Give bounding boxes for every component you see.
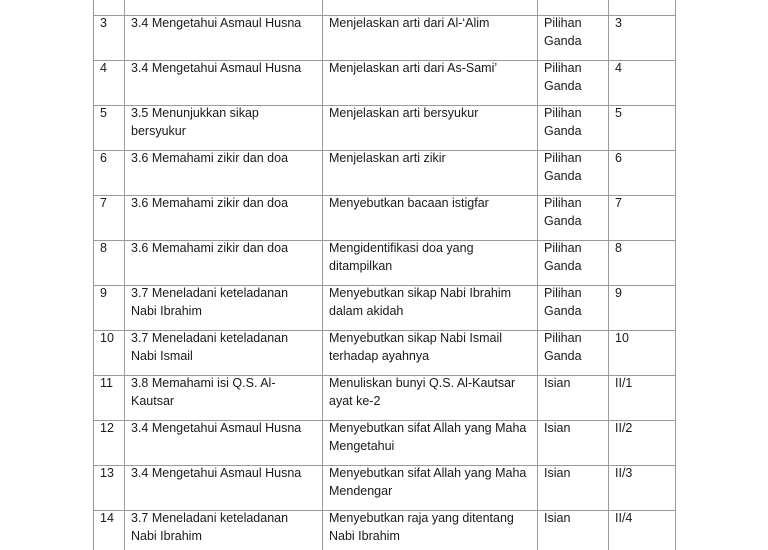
table-row — [94, 16, 676, 61]
table-cell — [125, 0, 323, 16]
cell-no — [94, 286, 125, 331]
cell-indikator — [323, 106, 538, 151]
cell-text: 3.7 Meneladani keteladanan Nabi Ismail — [131, 331, 289, 363]
cell-text: 3.8 Memahami isi Q.S. Al-Kautsar — [131, 376, 276, 408]
cell-no — [94, 331, 125, 376]
table-row — [94, 106, 676, 151]
cell-bentuk-soal — [538, 16, 609, 61]
cell-text: 6 — [100, 151, 107, 165]
cell-bentuk-soal — [538, 286, 609, 331]
cell-text: Menyebutkan sifat Allah yang Maha Mengetahui — [329, 421, 527, 453]
cell-indikator — [323, 466, 538, 511]
table-row — [94, 511, 676, 550]
cell-text: 11 — [100, 376, 113, 390]
table-row — [94, 196, 676, 241]
cell-text: Menjelaskan arti bersyukur — [329, 106, 479, 120]
cell-indikator — [323, 286, 538, 331]
cell-text: 3.7 Meneladani keteladanan Nabi Ibrahim — [131, 286, 289, 318]
cell-nomor-soal — [609, 61, 676, 106]
cell-bentuk-soal — [538, 511, 609, 550]
cell-indikator — [323, 151, 538, 196]
cell-text: 3.4 Mengetahui Asmaul Husna — [131, 421, 302, 435]
table-row-partial — [94, 0, 676, 16]
cell-text: Menyebutkan sikap Nabi Ibrahim dalam akidah — [329, 286, 512, 318]
cell-bentuk-soal — [538, 241, 609, 286]
cell-no — [94, 376, 125, 421]
table-cell — [538, 0, 609, 16]
cell-kompetensi-dasar — [125, 331, 323, 376]
cell-no — [94, 151, 125, 196]
table-row — [94, 61, 676, 106]
cell-text: 12 — [100, 421, 114, 435]
cell-text: Menuliskan bunyi Q.S. Al-Kautsar ayat ke-2 — [329, 376, 516, 408]
cell-text: 7 — [615, 196, 622, 210]
cell-kompetensi-dasar — [125, 286, 323, 331]
cell-kompetensi-dasar — [125, 241, 323, 286]
cell-no — [94, 196, 125, 241]
cell-text: 7 — [100, 196, 107, 210]
cell-text: Pilihan Ganda — [544, 106, 582, 138]
cell-bentuk-soal — [538, 106, 609, 151]
cell-text: Pilihan Ganda — [544, 241, 582, 273]
cell-text: 9 — [615, 286, 622, 300]
cell-text: 3.4 Mengetahui Asmaul Husna — [131, 466, 302, 480]
cell-text: Pilihan Ganda — [544, 151, 582, 183]
cell-nomor-soal — [609, 241, 676, 286]
cell-text: 8 — [615, 241, 622, 255]
cell-nomor-soal — [609, 511, 676, 550]
cell-text: 3 — [615, 16, 622, 30]
cell-bentuk-soal — [538, 466, 609, 511]
cell-indikator — [323, 331, 538, 376]
cell-text: 9 — [100, 286, 107, 300]
cell-nomor-soal — [609, 196, 676, 241]
cell-text: 3.6 Memahami zikir dan doa — [131, 241, 289, 255]
cell-kompetensi-dasar — [125, 376, 323, 421]
cell-bentuk-soal — [538, 421, 609, 466]
cell-kompetensi-dasar — [125, 151, 323, 196]
cell-text: 6 — [615, 151, 622, 165]
table-row — [94, 466, 676, 511]
cell-text: Menjelaskan arti dari As-Sami’ — [329, 61, 498, 75]
cell-text: II/4 — [615, 511, 633, 525]
cell-text: Pilihan Ganda — [544, 61, 582, 93]
cell-text: 3 — [100, 16, 107, 30]
kisi-kisi-table — [93, 0, 676, 550]
cell-indikator — [323, 376, 538, 421]
cell-bentuk-soal — [538, 196, 609, 241]
cell-text: 5 — [100, 106, 107, 120]
cell-text: 5 — [615, 106, 622, 120]
cell-text: 13 — [100, 466, 114, 480]
cell-text: Menyebutkan bacaan istigfar — [329, 196, 489, 210]
table-cell — [609, 0, 676, 16]
cell-nomor-soal — [609, 466, 676, 511]
cell-nomor-soal — [609, 376, 676, 421]
cell-text: 3.5 Menunjukkan sikap bersyukur — [131, 106, 259, 138]
cell-no — [94, 241, 125, 286]
cell-text: Pilihan Ganda — [544, 331, 582, 363]
cell-text: Menyebutkan sikap Nabi Ismail terhadap ayahnya — [329, 331, 502, 363]
cell-text: II/1 — [615, 376, 633, 390]
cell-nomor-soal — [609, 16, 676, 61]
cell-text: 4 — [615, 61, 622, 75]
cell-indikator — [323, 421, 538, 466]
cell-text: Pilihan Ganda — [544, 16, 582, 48]
cell-text: Menjelaskan arti zikir — [329, 151, 446, 165]
cell-bentuk-soal — [538, 151, 609, 196]
cell-no — [94, 421, 125, 466]
cell-text: Isian — [544, 376, 571, 390]
cell-bentuk-soal — [538, 376, 609, 421]
cell-text: Pilihan Ganda — [544, 286, 582, 318]
cell-text: Isian — [544, 466, 571, 480]
cell-kompetensi-dasar — [125, 196, 323, 241]
cell-indikator — [323, 511, 538, 550]
cell-nomor-soal — [609, 106, 676, 151]
cell-no — [94, 16, 125, 61]
cell-indikator — [323, 196, 538, 241]
cell-bentuk-soal — [538, 331, 609, 376]
cell-kompetensi-dasar — [125, 421, 323, 466]
table-row — [94, 151, 676, 196]
cell-text: Pilihan Ganda — [544, 196, 582, 228]
cell-nomor-soal — [609, 286, 676, 331]
cell-text: 14 — [100, 511, 114, 525]
table-row — [94, 331, 676, 376]
cell-text: II/3 — [615, 466, 633, 480]
cell-kompetensi-dasar — [125, 511, 323, 550]
cell-kompetensi-dasar — [125, 466, 323, 511]
cell-text: II/2 — [615, 421, 633, 435]
cell-text: 3.7 Meneladani keteladanan Nabi Ibrahim — [131, 511, 289, 543]
cell-text: Mengidentifikasi doa yang ditampilkan — [329, 241, 474, 273]
cell-no — [94, 466, 125, 511]
cell-text: 3.6 Memahami zikir dan doa — [131, 196, 289, 210]
cell-text: 8 — [100, 241, 107, 255]
cell-text: 3.4 Mengetahui Asmaul Husna — [131, 61, 302, 75]
cell-indikator — [323, 61, 538, 106]
cell-no — [94, 106, 125, 151]
cell-indikator — [323, 16, 538, 61]
cell-text: Menjelaskan arti dari Al-‘Alim — [329, 16, 490, 30]
cell-text: 3.6 Memahami zikir dan doa — [131, 151, 289, 165]
cell-bentuk-soal — [538, 61, 609, 106]
table-row — [94, 286, 676, 331]
cell-nomor-soal — [609, 331, 676, 376]
table-row — [94, 376, 676, 421]
cell-text: Isian — [544, 421, 571, 435]
cell-text: Menyebutkan sifat Allah yang Maha Mendengar — [329, 466, 527, 498]
table-cell — [323, 0, 538, 16]
cell-no — [94, 61, 125, 106]
cell-nomor-soal — [609, 151, 676, 196]
table-row — [94, 421, 676, 466]
cell-kompetensi-dasar — [125, 16, 323, 61]
cell-text: Menyebutkan raja yang ditentang Nabi Ibrahim — [329, 511, 514, 543]
cell-text: 3.4 Mengetahui Asmaul Husna — [131, 16, 302, 30]
cell-text: 4 — [100, 61, 107, 75]
cell-kompetensi-dasar — [125, 106, 323, 151]
cell-no — [94, 511, 125, 550]
cell-kompetensi-dasar — [125, 61, 323, 106]
cell-nomor-soal — [609, 421, 676, 466]
cell-text: 10 — [100, 331, 114, 345]
table-cell — [94, 0, 125, 16]
cell-text: 10 — [615, 331, 629, 345]
cell-text: Isian — [544, 511, 571, 525]
table-row — [94, 241, 676, 286]
cell-indikator — [323, 241, 538, 286]
